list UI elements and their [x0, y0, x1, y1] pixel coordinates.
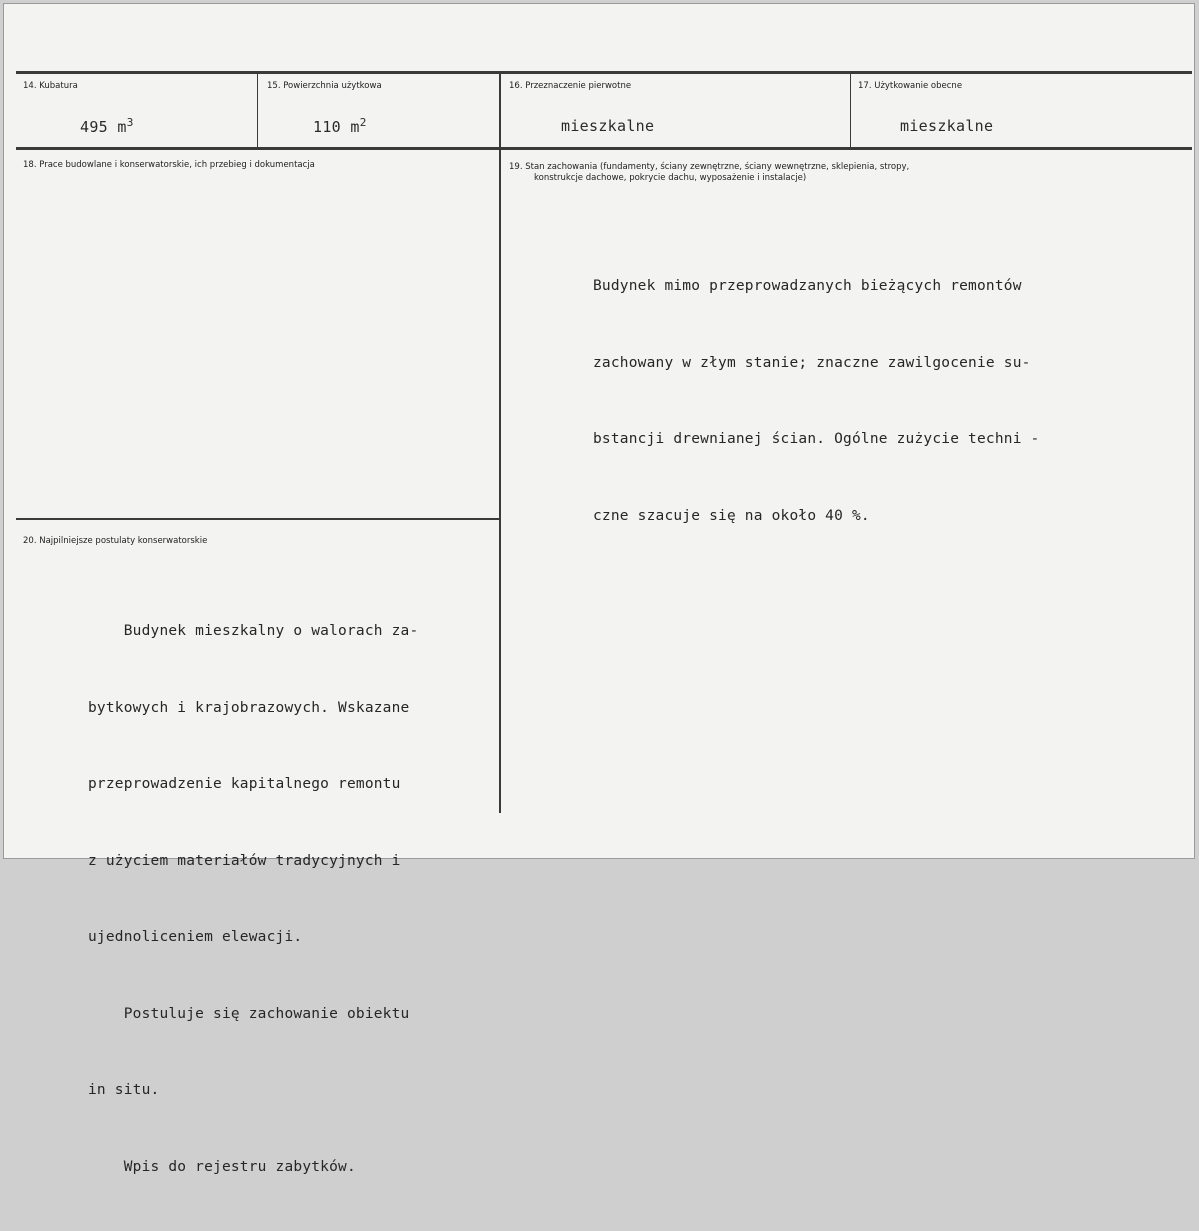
divider-16-17 [850, 73, 851, 149]
field-19-line: bstancji drewnianej ścian. Ogólne zużycie techni - [593, 431, 1040, 447]
field-14-exponent: 3 [126, 116, 134, 129]
top-rule [16, 71, 1192, 74]
left-mid-rule [16, 518, 499, 520]
field-20-label: 20. Najpilniejsze postulaty konserwatorskie [23, 536, 208, 546]
field-15-value [313, 116, 367, 136]
field-15-exponent: 2 [359, 116, 367, 129]
field-19-text [593, 223, 1040, 580]
field-20-line: bytkowych i krajobrazowych. Wskazane [88, 699, 410, 716]
field-19-line: czne szacuje się na około 40 %. [593, 507, 870, 524]
field-19-label-line2: konstrukcje dachowe, pokrycie dachu, wyposażenie i instalacje) [534, 173, 807, 183]
field-20-line: ujednoliceniem elewacji. [88, 929, 303, 945]
field-19-line: Budynek mimo przeprowadzanych bieżących remontów [593, 278, 1022, 294]
field-14-unit: m [117, 118, 127, 136]
row1-bottom-rule [16, 147, 1192, 150]
field-20-line: z użyciem materiałów tradycyjnych i [88, 852, 401, 869]
divider-14-15 [257, 73, 258, 149]
field-20-text [88, 568, 418, 1231]
field-20-line: Budynek mieszkalny o walorach za- [88, 623, 419, 639]
field-16-value: mieszkalne [561, 117, 655, 135]
field-18-label: 18. Prace budowlane i konserwatorskie, ich przebieg i dokumentacja [23, 160, 315, 170]
field-17-value: mieszkalne [900, 117, 994, 135]
field-15-unit: m [350, 118, 360, 136]
record-card [3, 3, 1195, 1175]
field-15-number: 110 [313, 118, 341, 136]
field-16-label: 16. Przeznaczenie pierwotne [509, 81, 632, 91]
field-20-line: in situ. [88, 1082, 160, 1098]
field-15-label: 15. Powierzchnia użytkowa [267, 81, 382, 91]
field-20-line: przeprowadzenie kapitalnego remontu [88, 776, 401, 792]
field-19-line: zachowany w złym stanie; znaczne zawilgocenie su- [593, 354, 1031, 371]
divider-center [499, 73, 501, 813]
field-19-label-line1: 19. Stan zachowania (fundamenty, ściany zewnętrzne, ściany wewnętrzne, sklepienia, stropy, [509, 162, 910, 172]
field-20-line: Postuluje się zachowanie obiektu [88, 1005, 410, 1022]
field-14-number: 495 [80, 118, 108, 136]
field-14-value [80, 116, 134, 136]
field-17-label: 17. Użytkowanie obecne [858, 81, 963, 91]
field-20-line: Wpis do rejestru zabytków. [88, 1158, 356, 1175]
field-14-label: 14. Kubatura [23, 81, 78, 91]
